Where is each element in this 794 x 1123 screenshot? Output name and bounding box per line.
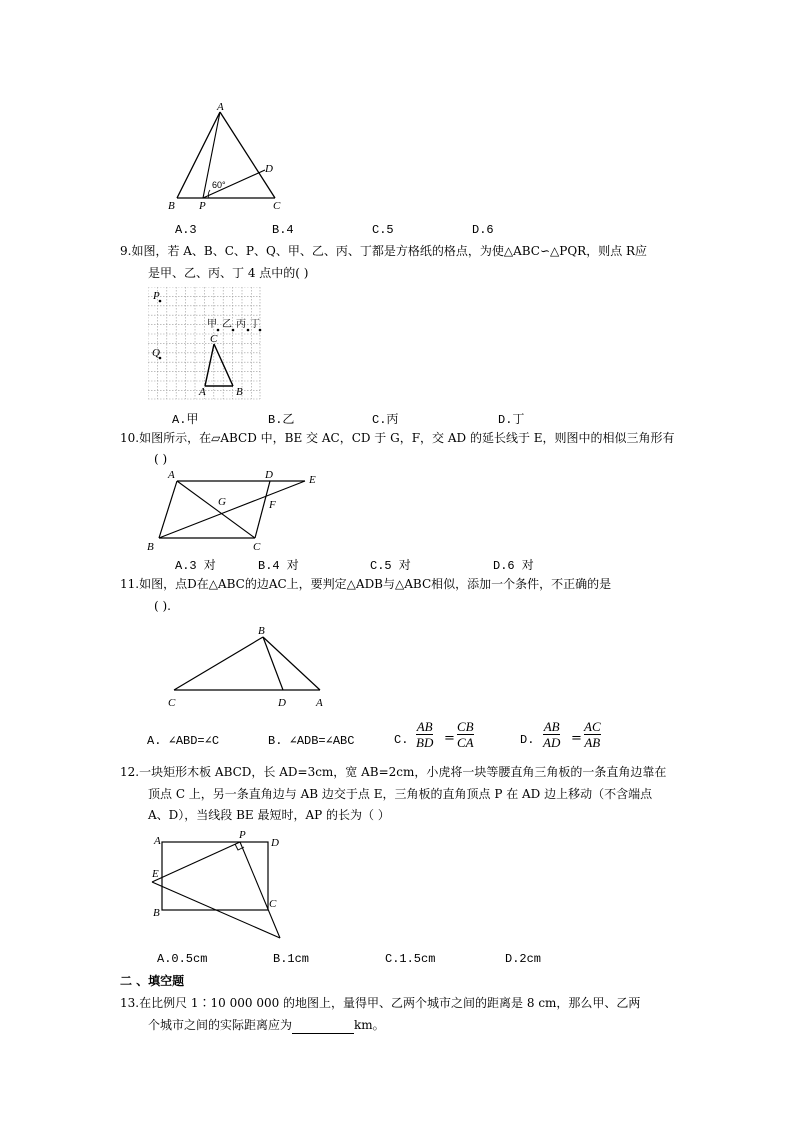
- q12-label-C: C: [269, 898, 277, 910]
- q10-label-G: G: [218, 496, 226, 508]
- q12-figure: [145, 826, 290, 944]
- q12-label-A: A: [154, 835, 161, 847]
- q10-label-F: F: [269, 499, 276, 511]
- q11-text-line2: ( ).: [154, 599, 171, 613]
- q10-label-B: B: [147, 541, 154, 553]
- q11-option-d-frac1: [543, 719, 560, 750]
- q9-label-B: B: [236, 386, 243, 398]
- q8-label-P: P: [199, 200, 206, 212]
- q13-answer-blank[interactable]: [292, 1021, 354, 1034]
- q9-label-C: C: [210, 333, 218, 345]
- section-heading-fill-in: 二 、填空题: [120, 974, 185, 988]
- q11-d-den1: AD: [543, 735, 561, 750]
- q13-text-line2-start: 个城市之间的实际距离应为: [148, 1018, 293, 1032]
- q11-option-d-label[interactable]: D.: [520, 733, 535, 747]
- q11-option-a[interactable]: A. ∠ABD=∠C: [147, 734, 220, 748]
- q9-option-b[interactable]: B.乙: [268, 413, 295, 427]
- q10-label-D: D: [265, 469, 273, 481]
- q11-d-num2: AC: [584, 719, 601, 734]
- q8-angle-label: 60°: [212, 180, 226, 190]
- q8-option-d[interactable]: D.6: [472, 223, 494, 237]
- q11-c-den2: CA: [457, 735, 474, 750]
- q9-text-line1: 9.如图，若 A、B、C、P、Q、甲、乙、丙、丁都是方格纸的格点，为使△ABC∽△PQR，则点 R应: [120, 244, 648, 258]
- q9-label-bing: 丙: [236, 319, 246, 330]
- q11-option-c-equals: =: [444, 731, 455, 746]
- q11-c-den1: BD: [416, 735, 434, 750]
- q8-option-c[interactable]: C.5: [372, 223, 394, 237]
- q10-option-c[interactable]: C.5 对: [370, 559, 411, 573]
- q12-label-E: E: [152, 868, 159, 880]
- q8-option-a[interactable]: A.3: [175, 223, 197, 237]
- q10-label-A: A: [168, 469, 175, 481]
- q10-text-line2: ( ): [154, 452, 168, 466]
- q9-option-a[interactable]: A.甲: [172, 413, 199, 427]
- q8-label-A: A: [217, 101, 224, 113]
- q9-label-P: P: [153, 290, 160, 302]
- q11-option-d-frac2: [584, 719, 601, 750]
- q13-text-line2: [148, 1016, 385, 1034]
- q10-option-d[interactable]: D.6 对: [493, 559, 534, 573]
- q8-label-C: C: [273, 200, 281, 212]
- q11-label-C: C: [168, 697, 176, 709]
- q12-label-D: D: [271, 837, 279, 849]
- q9-label-jia: 甲: [207, 319, 217, 330]
- q12-option-a[interactable]: A.0.5cm: [157, 952, 208, 966]
- q8-figure: [165, 100, 295, 215]
- q11-figure: [160, 620, 335, 712]
- q11-d-den2: AB: [584, 735, 601, 750]
- q10-figure: [145, 466, 325, 556]
- q11-label-D: D: [278, 697, 286, 709]
- q10-option-b[interactable]: B.4 对: [258, 559, 299, 573]
- q9-label-ding: 丁: [250, 319, 260, 330]
- q12-text-line2: 顶点 C 上，另一条直角边与 AB 边交于点 E，三角板的直角顶点 P 在 AD 边上移动（不含端点: [148, 787, 653, 801]
- q12-text-line3: A、D），当线段 BE 最短时，AP 的长为（ ）: [148, 808, 390, 822]
- q10-text-line1: 10.如图所示，在▱ABCD 中，BE 交 AC，CD 于 G，F，交 AD 的延长线于 E，则图中的相似三角形有: [120, 431, 675, 445]
- q11-option-c-frac2: [457, 719, 474, 750]
- q11-text-line1: 11.如图，点D在△ABC的边AC上，要判定△ADB与△ABC相似，添加一个条件，不正确的是: [120, 577, 612, 591]
- q11-option-d-equals: =: [571, 731, 582, 746]
- q9-label-Q: Q: [152, 347, 160, 359]
- q9-label-A: A: [199, 386, 206, 398]
- q11-d-num1: AB: [543, 719, 560, 734]
- q11-option-b[interactable]: B. ∠ADB=∠ABC: [268, 734, 355, 748]
- q12-option-c[interactable]: C.1.5cm: [385, 952, 436, 966]
- q9-option-c[interactable]: C.丙: [372, 413, 399, 427]
- q12-option-d[interactable]: D.2cm: [505, 952, 542, 966]
- q12-label-P: P: [239, 829, 246, 841]
- q10-label-C: C: [253, 541, 261, 553]
- q9-grid-figure: [148, 287, 264, 402]
- q8-label-D: D: [265, 163, 273, 175]
- q11-c-num2: CB: [457, 719, 474, 734]
- q10-option-a[interactable]: A.3 对: [175, 559, 216, 573]
- q10-label-E: E: [309, 474, 316, 486]
- q13-text-line2-unit: km。: [354, 1018, 385, 1032]
- q8-label-B: B: [168, 200, 175, 212]
- q11-option-c-label[interactable]: C.: [394, 733, 409, 747]
- q12-label-B: B: [153, 907, 160, 919]
- q11-c-num1: AB: [416, 719, 433, 734]
- q11-label-B: B: [258, 625, 265, 637]
- q12-text-line1: 12.一块矩形木板 ABCD，长 AD=3cm，宽 AB=2cm，小虎将一块等腰直角三角板的一条直角边靠在: [120, 765, 667, 779]
- q11-option-c-frac1: [416, 719, 433, 750]
- q13-text-line1: 13.在比例尺 1∶10 000 000 的地图上，量得甲、乙两个城市之间的距离是 8 cm，那么甲、乙两: [120, 996, 641, 1010]
- q11-label-A: A: [316, 697, 323, 709]
- q8-option-b[interactable]: B.4: [272, 223, 294, 237]
- q12-option-b[interactable]: B.1cm: [273, 952, 310, 966]
- q9-text-line2: 是甲、乙、丙、丁 4 点中的( ): [148, 266, 309, 280]
- q9-option-d[interactable]: D.丁: [498, 413, 525, 427]
- q9-label-yi: 乙: [222, 319, 232, 330]
